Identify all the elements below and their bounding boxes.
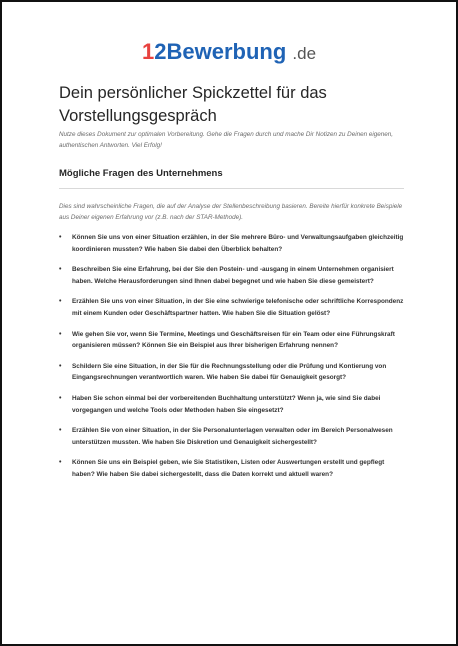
bullet-icon: • [59,362,62,370]
bullet-icon: • [59,459,62,467]
list-item [59,393,407,416]
section-intro: Dies sind wahrscheinliche Fragen, die auf der Analyse der Stellenbeschreibung basieren. Bereite hierfür konkrete Beispiele aus Deiner eigenen Erfahrung vor (z.B. nach der STAR-Methode). [59,203,403,221]
logo-brand-name: Bewerbung [166,39,287,64]
question-list [59,232,407,490]
logo-digit-2: 2 [154,39,167,64]
logo-tld: .de [292,44,317,63]
question-text: Können Sie uns ein Beispiel geben, wie Sie Statistiken, Listen oder Auswertungen erstellt und gepflegt haben? Wie haben Sie dabei sichergestellt, dass die Daten korrekt und aktuell waren? [72,459,385,478]
question-text: Schildern Sie eine Situation, in der Sie für die Rechnungsstellung oder die Prüfung und Kontierung von Eingangsrechnungen verantwortlich waren. Wie haben Sie dabei für Genauigkeit gesorgt? [72,362,387,382]
question-text: Beschreiben Sie eine Erfahrung, bei der Sie den Postein- und -ausgang in einem Unternehmen organisiert haben. Welche Herausforderungen sind Ihnen dabei begegnet und wie haben Sie diese gemeistert? [72,266,394,285]
list-item [59,425,407,448]
list-item [59,361,407,384]
brand-logo [2,39,456,67]
question-text: Wie gehen Sie vor, wenn Sie Termine, Meetings und Geschäftsreisen für ein Team oder eine Führungskraft organisieren müssen? Können Sie ein Beispiel aus Ihrer bisherigen Erfahrung nennen? [72,330,395,350]
list-item [59,232,407,255]
bullet-icon: • [59,330,62,338]
document-title: Dein persönlicher Spickzettel für das Vorstellungsgespräch [59,84,327,125]
list-item [59,329,407,352]
document-intro: Nutze dieses Dokument zur optimalen Vorbereitung. Gehe die Fragen durch und mache Dir Notizen zu Deinen eigenen, authentischen Antworten. Viel Erfolg! [59,131,394,149]
question-text: Erzählen Sie uns von einer Situation, in der Sie eine schwierige telefonische oder schriftliche Korrespondenz mit einem Kunden oder Geschäftspartner hatten. Wie haben Sie die Situation gelöst? [72,298,404,317]
question-text: Können Sie uns von einer Situation erzählen, in der Sie mehrere Büro- und Verwaltungsaufgaben gleichzeitig koordinieren mussten? Wie haben Sie dabei den Überblick behalten? [72,234,404,253]
list-item [59,296,407,319]
list-item [59,457,407,480]
logo-digit-1: 1 [141,39,155,64]
section-heading: Mögliche Fragen des Unternehmens [59,168,223,179]
bullet-icon: • [59,427,62,435]
question-text: Erzählen Sie von einer Situation, in der Sie Personalunterlagen verwalten oder im Bereich Personalwesen unterstützen mussten. Wie haben Sie Diskretion und Genauigkeit sichergestellt? [72,427,393,446]
question-text: Haben Sie schon einmal bei der vorbereitenden Buchhaltung unterstützt? Wenn ja, wie sind Sie dabei vorgegangen und welche Tools oder Methoden haben Sie eingesetzt? [72,394,381,414]
bullet-icon: • [59,234,62,241]
bullet-icon: • [59,266,62,274]
list-item [59,264,407,287]
bullet-icon: • [59,394,62,402]
section-divider [59,188,404,189]
bullet-icon: • [59,298,62,306]
